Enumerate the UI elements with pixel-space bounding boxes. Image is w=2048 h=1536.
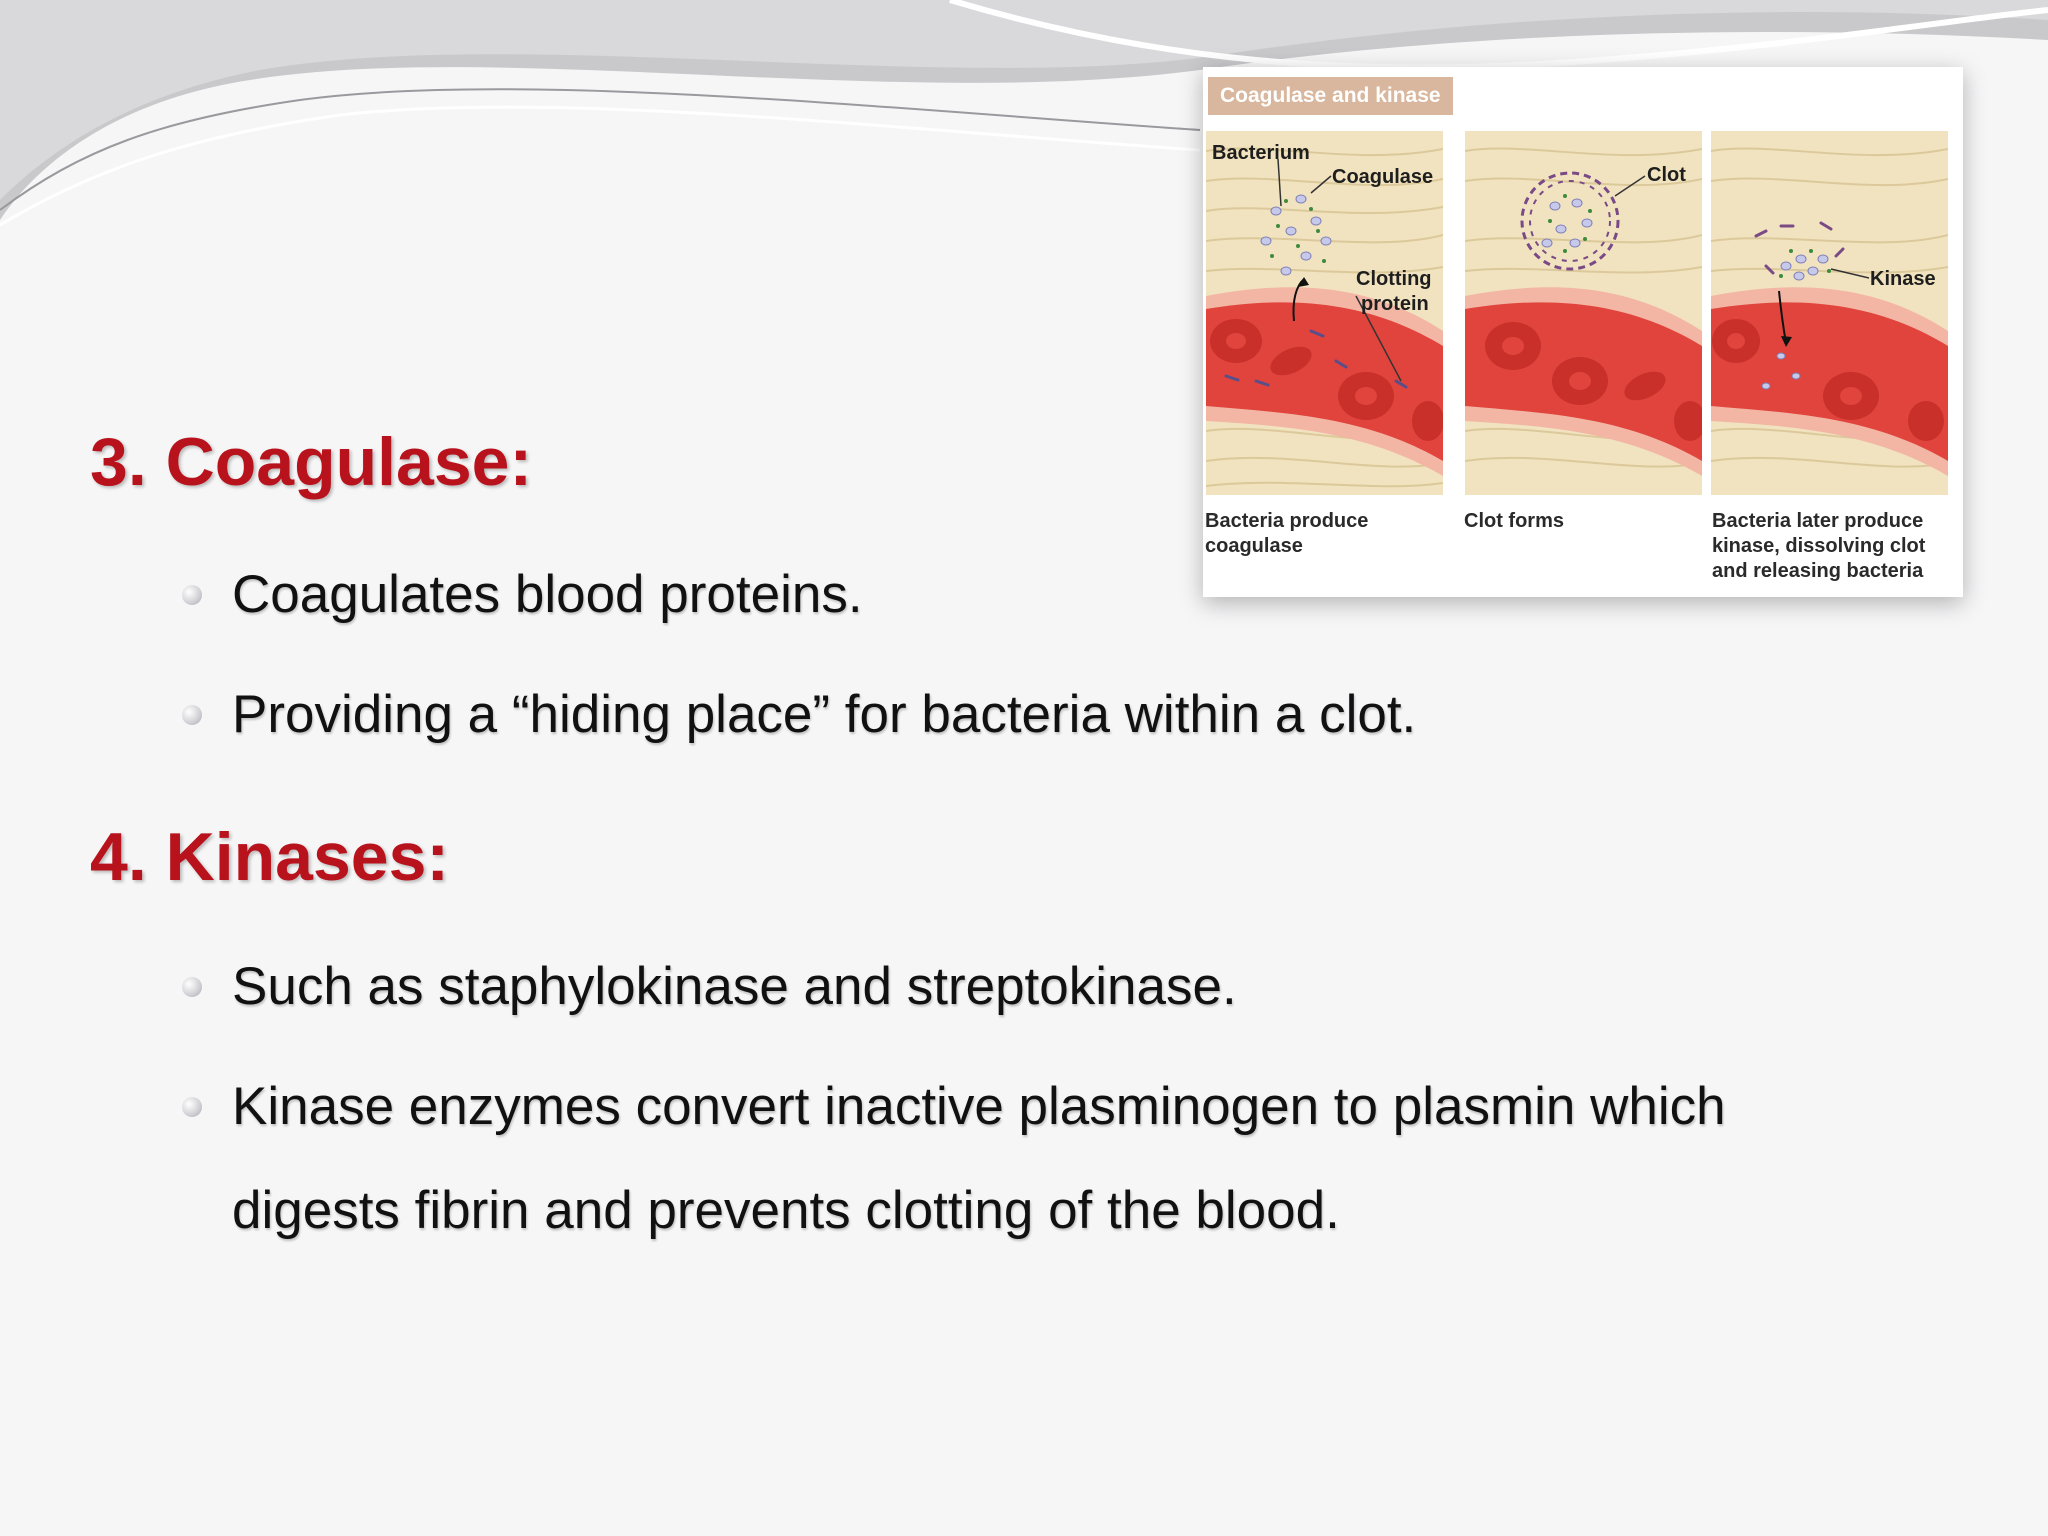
label-coagulase: Coagulase [1332,166,1434,188]
caption-kinase-dissolving-clot: Bacteria later produce kinase, dissolving clot and releasing bacteria [1712,510,1926,582]
heading-coagulase: 3. Coagulase: [90,424,533,500]
bullet-dot [182,705,202,725]
label-bacterium: Bacterium [1212,142,1310,164]
coagulase-kinase-figure [1203,67,1963,597]
heading-kinases: 4. Kinases: [90,819,450,895]
bullet-dot [182,977,202,997]
label-kinase: Kinase [1870,268,1936,290]
bullet-dot [182,1097,202,1117]
figure-title: Coagulase and kinase [1208,77,1453,115]
bullet-coagulates: Coagulates blood proteins. [232,543,863,647]
bullet-dot [182,585,202,605]
bullet-hiding-place: Providing a “hiding place” for bacteria within a clot. [232,663,1416,767]
bullet-staphylokinase: Such as staphylokinase and streptokinase. [232,935,1237,1039]
panel-clot-forms [1465,131,1702,495]
bullet-plasminogen: Kinase enzymes convert inactive plasminogen to plasmin which digests fibrin and prevents clotting of the blood. [232,1055,1726,1263]
panel-bacteria-produce-coagulase [1206,131,1443,495]
label-protein: protein [1361,293,1429,315]
label-clotting: Clotting [1356,268,1432,290]
caption-clot-forms: Clot forms [1464,510,1564,532]
label-clot: Clot [1647,164,1686,186]
caption-bacteria-produce-coagulase: Bacteria produce coagulase [1205,510,1369,557]
panel-bacteria-produce-kinase [1711,131,1948,495]
